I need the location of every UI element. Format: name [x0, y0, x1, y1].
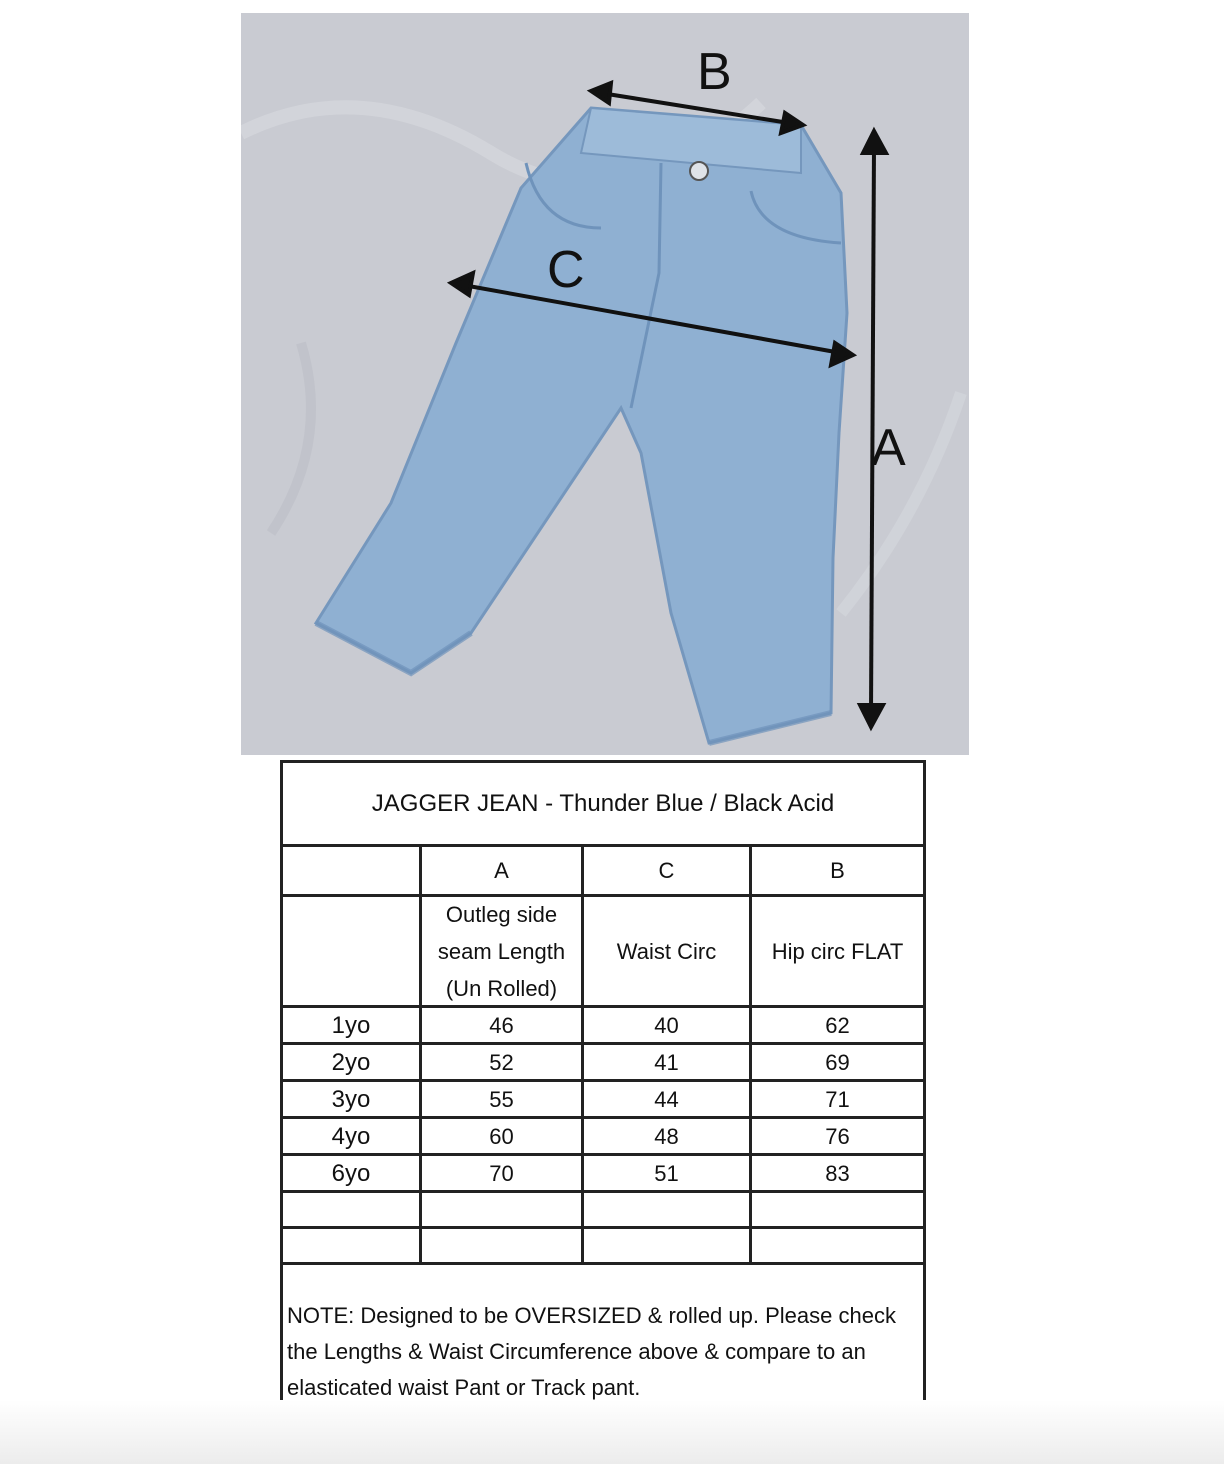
size-chart-table — [280, 760, 926, 1444]
value-cell: 83 — [825, 1160, 850, 1186]
value-cell: 71 — [825, 1086, 850, 1112]
size-cell: 2yo — [283, 1045, 422, 1079]
bottom-fade — [0, 1400, 1224, 1464]
value-cell: 62 — [825, 1012, 850, 1038]
value-cell: 55 — [422, 1082, 584, 1116]
empty-row — [283, 1229, 923, 1265]
value-cell: 76 — [825, 1123, 850, 1149]
header-cell: A — [422, 847, 584, 894]
value-cell: 44 — [584, 1082, 752, 1116]
description-cell: Hip circ FLAT — [771, 938, 904, 964]
size-cell: 4yo — [283, 1119, 422, 1153]
description-cell — [283, 897, 422, 1005]
header-cell: B — [830, 858, 845, 883]
description-cell: Waist Circ — [584, 897, 752, 1005]
size-cell: 6yo — [283, 1156, 422, 1190]
description-header-row — [283, 897, 923, 1008]
table-row — [283, 1008, 923, 1045]
table-row — [283, 1156, 923, 1193]
size-note: NOTE: Designed to be OVERSIZED & rolled up. Please check the Lengths & Waist Circumference above & compare to an elasticated waist Pant or Track pant. — [287, 1303, 896, 1400]
value-cell: 48 — [584, 1119, 752, 1153]
value-cell: 51 — [584, 1156, 752, 1190]
value-cell: 69 — [825, 1049, 850, 1075]
header-cell: C — [584, 847, 752, 894]
label-c: C — [547, 241, 585, 299]
header-cell — [283, 847, 422, 894]
value-cell: 52 — [422, 1045, 584, 1079]
value-cell: 60 — [422, 1119, 584, 1153]
empty-row — [283, 1193, 923, 1229]
value-cell: 41 — [584, 1045, 752, 1079]
table-row — [283, 1119, 923, 1156]
jeans-photo — [241, 13, 969, 755]
description-cell: Outleg side seam Length (Un Rolled) — [422, 897, 584, 1005]
button — [690, 162, 708, 180]
size-cell: 3yo — [283, 1082, 422, 1116]
table-row — [283, 1082, 923, 1119]
value-cell: 46 — [422, 1008, 584, 1042]
table-title: JAGGER JEAN - Thunder Blue / Black Acid — [283, 763, 923, 847]
label-b: B — [697, 43, 732, 101]
table-row — [283, 1045, 923, 1082]
label-a: A — [871, 419, 906, 477]
value-cell: 40 — [584, 1008, 752, 1042]
letter-header-row — [283, 847, 923, 897]
value-cell: 70 — [422, 1156, 584, 1190]
size-cell: 1yo — [283, 1008, 422, 1042]
